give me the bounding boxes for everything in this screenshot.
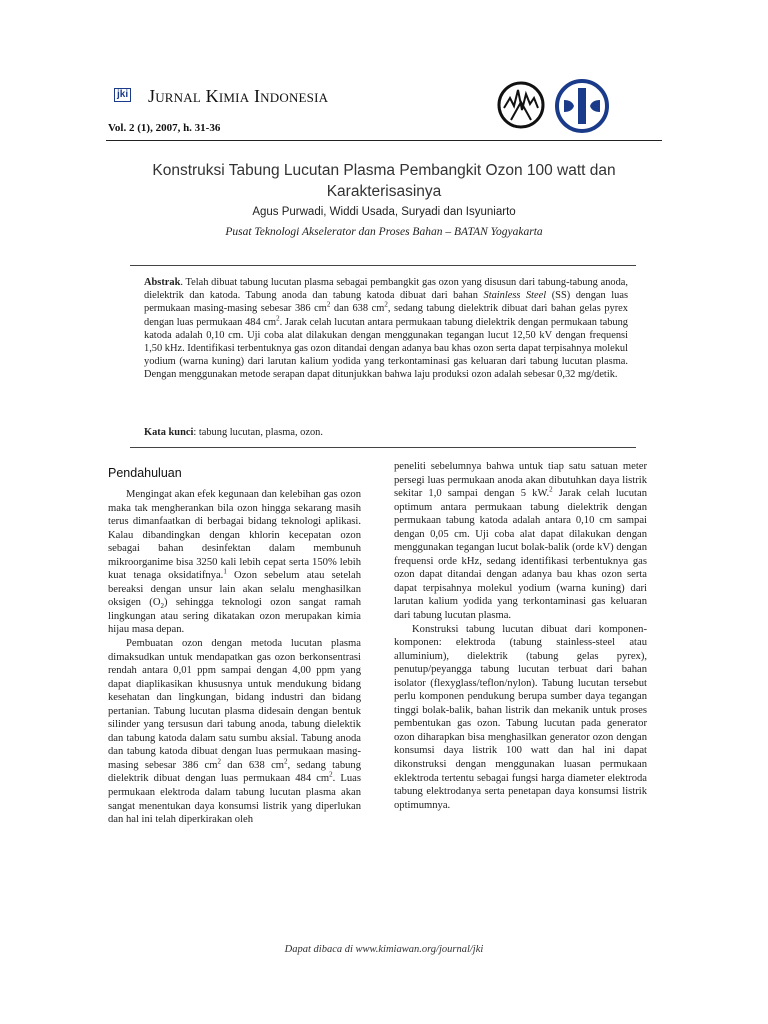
volume-info: Vol. 2 (1), 2007, h. 31-36 bbox=[108, 122, 221, 134]
paragraph: Mengingat akan efek kegunaan dan kelebihan gas ozon maka tak mengherankan bila ozon hingga sekarang masih terus dimanfaatkan di berbagai bidang teknologi aplikasi. Kalau dibandingkan dengan khlorin kecepatan ozon sebagai bahan desinfektan dalam membunuh mikroorganime bisa 3250 kali lebih cepat serta 150% lebih kuat tenaga oksidatifnya.$^1$ Ozon sebelum atau setelah bereaksi dengan unsur lain akan selalu menghasilkan oksigen $(O_2)$ sehingga teknologi ozon sangat ramah lingkungan atau sering dikatakan ozon merupakan kimia hijau masa depan. bbox=[108, 489, 361, 636]
batan-emblem-icon bbox=[554, 78, 610, 134]
keywords-text: : tabung lucutan, plasma, ozon. bbox=[193, 427, 323, 438]
section-heading: Pendahuluan bbox=[108, 466, 182, 480]
article-title: Konstruksi Tabung Lucutan Plasma Pembangkit Ozon 100 watt dan Karakterisasinya bbox=[152, 162, 616, 200]
keywords bbox=[144, 426, 628, 439]
header-divider bbox=[106, 140, 662, 141]
article-affiliation: Pusat Teknologi Akselerator dan Proses Bahan – BATAN Yogyakarta bbox=[225, 226, 543, 238]
abstract: Abstrak. Telah dibuat tabung lucutan plasma sebagai pembangkit gas ozon yang disusun dari tabung-tabung anoda, dielektrik dan katoda. Tabung anoda dan tabung katoda dibuat dari bahan Stainless Steel (SS) dengan luas permukaan masing-masing sebesar 386 $cm^2$ dan 638 $cm^2$, sedang tabung dielektrik dibuat dari bahan gelas pyrex dengan luas permukaan 484 $cm^2$. Jarak celah lucutan antara permukaan tabung dielektrik dengan permukaan tabung katoda adalah 0,10 cm. Uji coba alat dilakukan dengan menggunakan tegangan lucut 12,50 kV dengan frequensi 1,50 kHz. Identifikasi terbentuknya gas ozon ditandai dengan adanya bau khas ozon serta dapat terpisahnya molekul yodium (warna kuning) dari larutan kalium yodida yang terkontaminasi gas keluaran dari tabung lucutan plasma. Dengan menggunakan metode serapan dapat ditunjukkan bahwa laju produksi ozon adalah sebesar 0,32 mg/detik. bbox=[144, 277, 629, 381]
institution-emblem-icon bbox=[496, 80, 546, 130]
paragraph: peneliti sebelumnya bahwa untuk tiap satu satuan meter persegi luas permukaan anoda akan dibutuhkan daya listrik sekitar 1,0 sampai dengan 5 kW.$^2$ Jarak celah lucutan optimum antara permukaan tabung dielektrik dengan permukaan tabung katoda adalah antara 0,10 cm sampai dengan 0,05 cm. Uji coba alat dapat dilakukan dengan menggunakan tegangan lucut bolak-balik (orde kV) dengan frequensi orde kHz, sedang identifikasi terbentuknya gas ozon dapat ditandai dengan adanya bau khas ozon serta dapat terpisahnya molekul yodium (warna kuning) dari larutan kalium yodida yang terkontaminasi gas keluaran dari tabung lucutan plasma. bbox=[394, 461, 647, 622]
abstract-italic-term: Stainless Steel bbox=[483, 290, 547, 302]
right-column bbox=[394, 460, 647, 812]
paragraph: Pembuatan ozon dengan metoda lucutan plasma dimaksudkan untuk mendapatkan gas ozon berkonsentrasi rendah antara 0,01 ppm sampai dengan 4,00 ppm yang dapat diaplikasikan khususnya untuk mendukung bidang kesehatan dan lingkungan, bidang industri dan bidang pertanian. Tabung lucutan plasma didesain dengan bentuk silinder yang tersusun dari tabung anoda, tabung dielektik dan tabung katoda dalam satu sumbu aksial. Tabung anoda dan tabung katoda dibuat dengan luas permukaan masing-masing sebesar 386 $cm^2$ dan 638 $cm^2$, sedang tabung dielektrik dibuat dengan luas permukaan 484 $cm^2$. Luas permukaan elektroda dalam tabung lucutan plasma akan sangat menentukan daya konsumsi listrik yang diperlukan dan hal ini telah diperkirakan oleh bbox=[108, 638, 362, 826]
left-column bbox=[108, 488, 361, 827]
abstract-label: Abstrak bbox=[144, 277, 181, 288]
article-authors: Agus Purwadi, Widdi Usada, Suryadi dan Isyuniarto bbox=[252, 206, 516, 218]
keywords-label: Kata kunci bbox=[144, 427, 194, 438]
journal-name: Jurnal Kimia Indonesia bbox=[148, 86, 329, 106]
paragraph: Konstruksi tabung lucutan dibuat dari komponen-komponen: elektroda (tabung stainless-steel atau alluminium), dielektrik (tabung gelas pyrex), penutup/peyangga tabung lucutan terbuat dari bahan isolator (flexyglass/teflon/nylon). Tabung lucutan tersebut perlu komponen pendukung berupa sumber daya tegangan tinggi bolak-balik, bahan listrik dan mekanik untuk proses pembentukan gas ozon. Tabung lucutan pada generator ozon diharapkan bisa menghasilkan generator ozon dengan konsumsi daya listrik 100 watt dan hal ini dapat dikonstruksi dengan menggunakan luasan permukaan eklektroda tertentu sebagai fungsi harga diameter elektroda tabung elektrodanya serta penetapan daya konsumsi listrik optimumnya. bbox=[394, 623, 647, 811]
footer-url: Dapat dibaca di www.kimiawan.org/journal/jki bbox=[284, 944, 484, 955]
journal-logo: jki bbox=[114, 88, 131, 102]
